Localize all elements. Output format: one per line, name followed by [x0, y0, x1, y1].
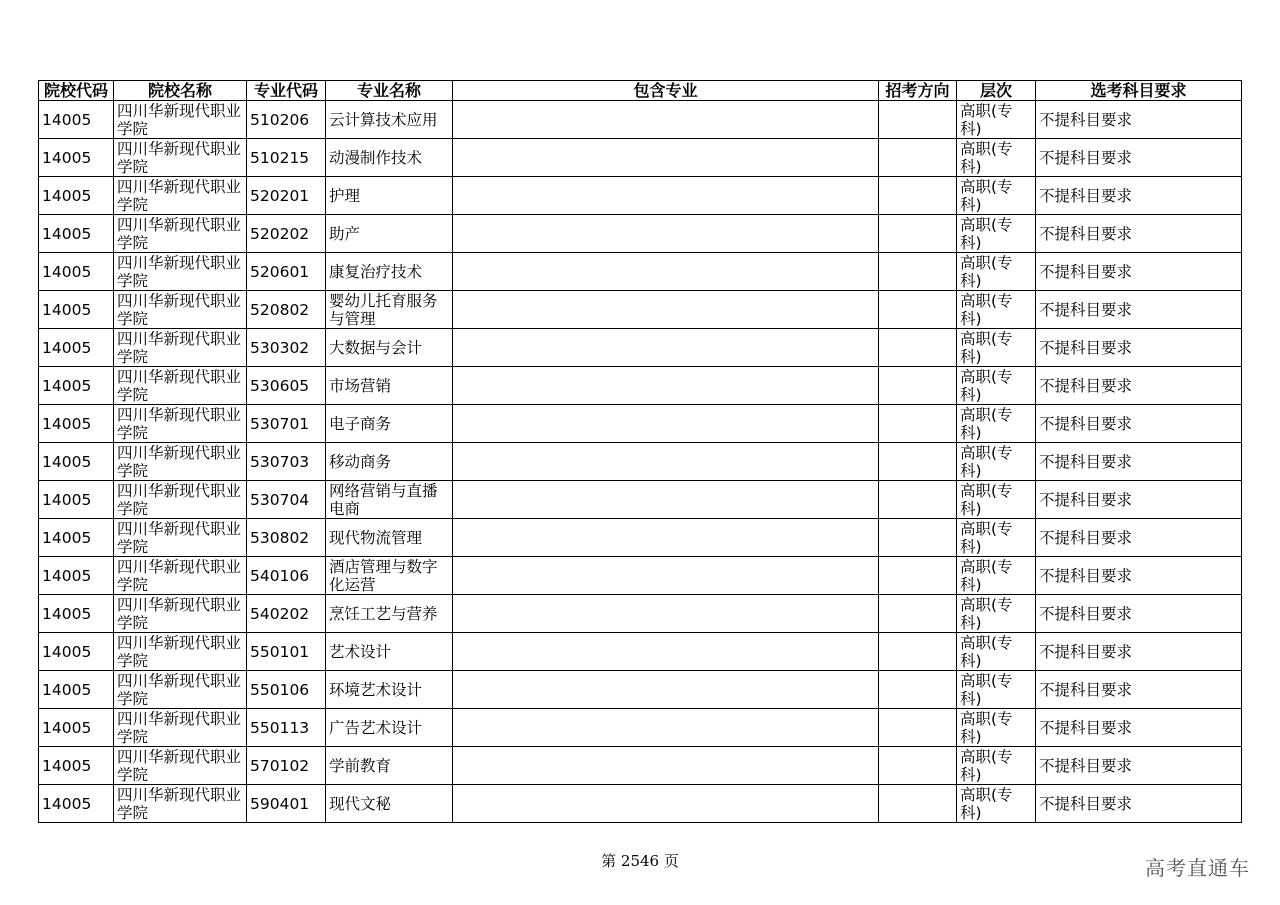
cell-school-code: 14005 — [39, 747, 114, 785]
cell-includes — [453, 253, 879, 291]
cell-direction — [879, 367, 957, 405]
majors-table — [38, 80, 1242, 823]
cell-level: 高职(专科) — [957, 785, 1036, 823]
cell-major-name: 护理 — [326, 177, 453, 215]
cell-direction — [879, 177, 957, 215]
table-row — [39, 215, 1242, 253]
table-row — [39, 253, 1242, 291]
cell-direction — [879, 329, 957, 367]
cell-major-code: 550113 — [247, 709, 326, 747]
table-row — [39, 519, 1242, 557]
cell-school-name: 四川华新现代职业学院 — [114, 405, 247, 443]
cell-direction — [879, 215, 957, 253]
cell-major-name: 环境艺术设计 — [326, 671, 453, 709]
cell-includes — [453, 329, 879, 367]
cell-major-code: 550106 — [247, 671, 326, 709]
header-major-code: 专业代码 — [247, 81, 326, 101]
cell-school-name: 四川华新现代职业学院 — [114, 253, 247, 291]
cell-includes — [453, 595, 879, 633]
cell-direction — [879, 557, 957, 595]
cell-school-code: 14005 — [39, 291, 114, 329]
cell-requirement: 不提科目要求 — [1036, 329, 1242, 367]
cell-school-name: 四川华新现代职业学院 — [114, 291, 247, 329]
cell-major-name: 云计算技术应用 — [326, 101, 453, 139]
cell-school-code: 14005 — [39, 709, 114, 747]
cell-school-code: 14005 — [39, 595, 114, 633]
cell-includes — [453, 785, 879, 823]
cell-major-name: 电子商务 — [326, 405, 453, 443]
cell-direction — [879, 785, 957, 823]
cell-level: 高职(专科) — [957, 747, 1036, 785]
header-direction: 招考方向 — [879, 81, 957, 101]
cell-school-name: 四川华新现代职业学院 — [114, 747, 247, 785]
cell-includes — [453, 177, 879, 215]
cell-level: 高职(专科) — [957, 215, 1036, 253]
cell-requirement: 不提科目要求 — [1036, 215, 1242, 253]
table-row — [39, 405, 1242, 443]
cell-major-name: 现代文秘 — [326, 785, 453, 823]
cell-direction — [879, 443, 957, 481]
cell-major-code: 530302 — [247, 329, 326, 367]
cell-requirement: 不提科目要求 — [1036, 671, 1242, 709]
cell-major-name: 学前教育 — [326, 747, 453, 785]
cell-school-name: 四川华新现代职业学院 — [114, 139, 247, 177]
cell-major-name: 艺术设计 — [326, 633, 453, 671]
cell-school-name: 四川华新现代职业学院 — [114, 785, 247, 823]
cell-school-code: 14005 — [39, 785, 114, 823]
cell-direction — [879, 519, 957, 557]
cell-includes — [453, 443, 879, 481]
cell-school-code: 14005 — [39, 405, 114, 443]
table-row — [39, 329, 1242, 367]
header-requirement: 选考科目要求 — [1036, 81, 1242, 101]
cell-requirement: 不提科目要求 — [1036, 367, 1242, 405]
cell-school-name: 四川华新现代职业学院 — [114, 671, 247, 709]
cell-requirement: 不提科目要求 — [1036, 177, 1242, 215]
cell-school-name: 四川华新现代职业学院 — [114, 215, 247, 253]
table-row — [39, 595, 1242, 633]
table-row — [39, 291, 1242, 329]
table-row — [39, 177, 1242, 215]
cell-direction — [879, 291, 957, 329]
cell-school-code: 14005 — [39, 481, 114, 519]
cell-school-name: 四川华新现代职业学院 — [114, 481, 247, 519]
cell-major-name: 现代物流管理 — [326, 519, 453, 557]
cell-school-name: 四川华新现代职业学院 — [114, 443, 247, 481]
cell-school-name: 四川华新现代职业学院 — [114, 557, 247, 595]
cell-includes — [453, 481, 879, 519]
header-school-name: 院校名称 — [114, 81, 247, 101]
cell-school-code: 14005 — [39, 177, 114, 215]
table-row — [39, 443, 1242, 481]
cell-major-code: 530605 — [247, 367, 326, 405]
watermark-text: 高考直通车 — [1145, 856, 1250, 880]
cell-school-name: 四川华新现代职业学院 — [114, 709, 247, 747]
cell-requirement: 不提科目要求 — [1036, 253, 1242, 291]
cell-level: 高职(专科) — [957, 139, 1036, 177]
header-school-code: 院校代码 — [39, 81, 114, 101]
cell-school-code: 14005 — [39, 519, 114, 557]
cell-requirement: 不提科目要求 — [1036, 519, 1242, 557]
cell-direction — [879, 633, 957, 671]
header-level: 层次 — [957, 81, 1036, 101]
cell-requirement: 不提科目要求 — [1036, 557, 1242, 595]
cell-includes — [453, 291, 879, 329]
cell-major-code: 530802 — [247, 519, 326, 557]
cell-school-code: 14005 — [39, 101, 114, 139]
cell-level: 高职(专科) — [957, 709, 1036, 747]
cell-direction — [879, 481, 957, 519]
cell-requirement: 不提科目要求 — [1036, 747, 1242, 785]
cell-major-name: 广告艺术设计 — [326, 709, 453, 747]
cell-major-name: 市场营销 — [326, 367, 453, 405]
cell-direction — [879, 747, 957, 785]
cell-major-code: 570102 — [247, 747, 326, 785]
cell-level: 高职(专科) — [957, 291, 1036, 329]
cell-major-name: 大数据与会计 — [326, 329, 453, 367]
cell-school-code: 14005 — [39, 329, 114, 367]
cell-major-name: 动漫制作技术 — [326, 139, 453, 177]
cell-requirement: 不提科目要求 — [1036, 481, 1242, 519]
cell-major-code: 520201 — [247, 177, 326, 215]
cell-includes — [453, 709, 879, 747]
cell-level: 高职(专科) — [957, 101, 1036, 139]
cell-requirement: 不提科目要求 — [1036, 405, 1242, 443]
cell-major-code: 540202 — [247, 595, 326, 633]
cell-school-name: 四川华新现代职业学院 — [114, 329, 247, 367]
cell-major-code: 510206 — [247, 101, 326, 139]
cell-requirement: 不提科目要求 — [1036, 595, 1242, 633]
table-row — [39, 101, 1242, 139]
cell-requirement: 不提科目要求 — [1036, 291, 1242, 329]
cell-school-name: 四川华新现代职业学院 — [114, 519, 247, 557]
cell-school-code: 14005 — [39, 367, 114, 405]
table-row — [39, 367, 1242, 405]
cell-includes — [453, 367, 879, 405]
cell-school-name: 四川华新现代职业学院 — [114, 101, 247, 139]
header-major-name: 专业名称 — [326, 81, 453, 101]
cell-includes — [453, 101, 879, 139]
cell-major-code: 550101 — [247, 633, 326, 671]
cell-requirement: 不提科目要求 — [1036, 709, 1242, 747]
cell-requirement: 不提科目要求 — [1036, 139, 1242, 177]
cell-major-name: 移动商务 — [326, 443, 453, 481]
cell-requirement: 不提科目要求 — [1036, 101, 1242, 139]
cell-level: 高职(专科) — [957, 443, 1036, 481]
cell-direction — [879, 139, 957, 177]
cell-level: 高职(专科) — [957, 557, 1036, 595]
cell-direction — [879, 671, 957, 709]
cell-major-name: 烹饪工艺与营养 — [326, 595, 453, 633]
cell-level: 高职(专科) — [957, 671, 1036, 709]
table-row — [39, 785, 1242, 823]
cell-requirement: 不提科目要求 — [1036, 633, 1242, 671]
cell-school-code: 14005 — [39, 253, 114, 291]
table-row — [39, 557, 1242, 595]
table-row — [39, 747, 1242, 785]
cell-includes — [453, 405, 879, 443]
table-header-row — [39, 81, 1242, 101]
cell-requirement: 不提科目要求 — [1036, 785, 1242, 823]
cell-major-code: 520802 — [247, 291, 326, 329]
cell-includes — [453, 747, 879, 785]
cell-major-code: 530703 — [247, 443, 326, 481]
cell-level: 高职(专科) — [957, 177, 1036, 215]
cell-major-code: 530704 — [247, 481, 326, 519]
cell-includes — [453, 139, 879, 177]
cell-major-code: 510215 — [247, 139, 326, 177]
cell-major-code: 530701 — [247, 405, 326, 443]
cell-school-code: 14005 — [39, 215, 114, 253]
cell-school-name: 四川华新现代职业学院 — [114, 177, 247, 215]
cell-level: 高职(专科) — [957, 633, 1036, 671]
cell-level: 高职(专科) — [957, 519, 1036, 557]
cell-school-code: 14005 — [39, 139, 114, 177]
cell-school-name: 四川华新现代职业学院 — [114, 595, 247, 633]
table-row — [39, 139, 1242, 177]
cell-school-code: 14005 — [39, 671, 114, 709]
cell-major-code: 590401 — [247, 785, 326, 823]
cell-level: 高职(专科) — [957, 329, 1036, 367]
cell-major-name: 网络营销与直播电商 — [326, 481, 453, 519]
table-row — [39, 709, 1242, 747]
cell-major-code: 540106 — [247, 557, 326, 595]
cell-school-name: 四川华新现代职业学院 — [114, 633, 247, 671]
cell-level: 高职(专科) — [957, 481, 1036, 519]
cell-includes — [453, 215, 879, 253]
cell-major-name: 婴幼儿托育服务与管理 — [326, 291, 453, 329]
cell-major-code: 520202 — [247, 215, 326, 253]
header-includes: 包含专业 — [453, 81, 879, 101]
table-row — [39, 633, 1242, 671]
cell-includes — [453, 671, 879, 709]
table-row — [39, 481, 1242, 519]
cell-school-name: 四川华新现代职业学院 — [114, 367, 247, 405]
cell-includes — [453, 633, 879, 671]
cell-direction — [879, 595, 957, 633]
cell-major-code: 520601 — [247, 253, 326, 291]
cell-level: 高职(专科) — [957, 595, 1036, 633]
cell-direction — [879, 253, 957, 291]
cell-requirement: 不提科目要求 — [1036, 443, 1242, 481]
cell-school-code: 14005 — [39, 557, 114, 595]
cell-major-name: 酒店管理与数字化运营 — [326, 557, 453, 595]
cell-direction — [879, 709, 957, 747]
page-number: 第 2546 页 — [601, 852, 679, 870]
cell-school-code: 14005 — [39, 633, 114, 671]
cell-major-name: 康复治疗技术 — [326, 253, 453, 291]
cell-level: 高职(专科) — [957, 367, 1036, 405]
table-row — [39, 671, 1242, 709]
cell-level: 高职(专科) — [957, 405, 1036, 443]
cell-level: 高职(专科) — [957, 253, 1036, 291]
cell-direction — [879, 101, 957, 139]
cell-includes — [453, 557, 879, 595]
cell-major-name: 助产 — [326, 215, 453, 253]
cell-includes — [453, 519, 879, 557]
cell-school-code: 14005 — [39, 443, 114, 481]
cell-direction — [879, 405, 957, 443]
